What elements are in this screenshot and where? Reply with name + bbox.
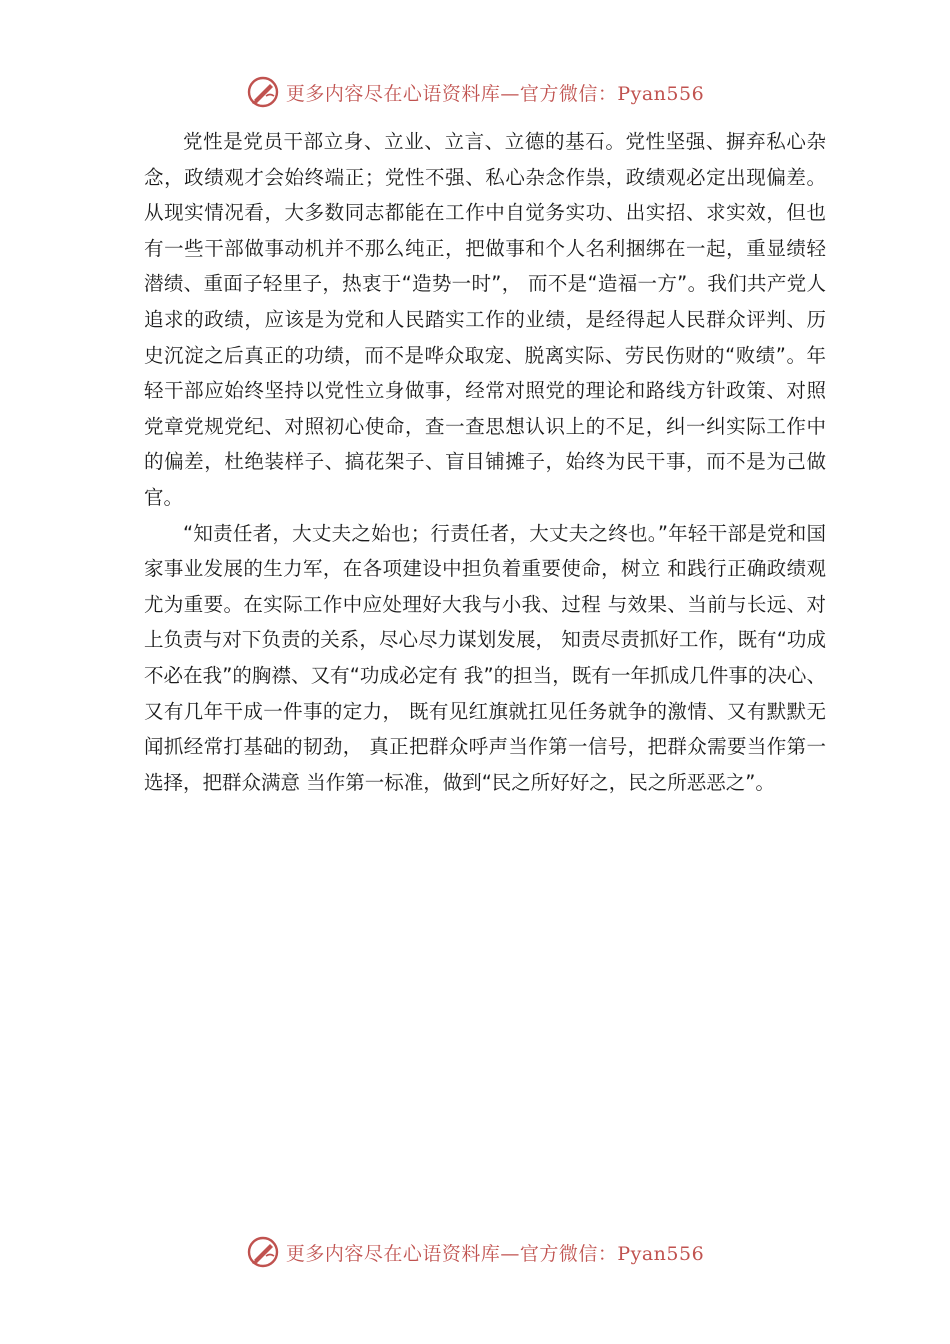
paragraph-2: “知责任者，大丈夫之始也；行责任者，大丈夫之终也。”年轻干部是党和国家事业发展的生力军，在各项建设中担负着重要使命，树立 和践行正确政绩观尤为重要。在实际工作中应处理好大我与小我、过程 与效果、当前与长远、对上负责与对下负责的关系，尽心尽力谋划发展， 知责尽责抓好工作，既有“功成不必在我”的胸襟、又有“功成必定有 我”的担当，既有一年抓成几件事的决心、又有几年干成一件事的定力， 既有见红旗就扛见任务就争的激情、又有默默无闻抓经常打基础的韧劲， 真正把群众呼声当作第一信号，把群众需要当作第一选择，把群众满意 当作第一标准，做到“民之所好好之，民之所恶恶之”。	[144, 521, 826, 794]
watermark-text: 更多内容尽在心语资料库—官方微信：Pyan556	[285, 82, 705, 105]
watermark-header	[0, 72, 950, 112]
watermark-text: 更多内容尽在心语资料库—官方微信：Pyan556	[285, 1242, 705, 1265]
brush-circle-logo-icon	[246, 1235, 280, 1269]
document-body	[144, 124, 826, 800]
brush-circle-logo-icon	[246, 75, 280, 109]
watermark-footer	[0, 1232, 950, 1272]
paragraph-1: 党性是党员干部立身、立业、立言、立德的基石。党性坚强、摒弃私心杂念，政绩观才会始终端正；党性不强、私心杂念作祟，政绩观必定出现偏差。从现实情况看，大多数同志都能在工作中自觉务实功、出实招、求实效，但也有一些干部做事动机并不那么纯正，把做事和个人名利捆绑在一起，重显绩轻潜绩、重面子轻里子，热衷于“造势一时”， 而不是“造福一方”。我们共产党人追求的政绩，应该是为党和人民踏实工作的业绩，是经得起人民群众评判、历史沉淀之后真正的功绩，而不是哗众取宠、脱离实际、劳民伤财的“败绩”。年轻干部应始终坚持以党性立身做事，经常对照党的理论和路线方针政策、对照党章党规党纪、对照初心使命，查一查思想认识上的不足，纠一纠实际工作中的偏差，杜绝装样子、搞花架子、盲目铺摊子，始终为民干事，而不是为己做官。	[144, 130, 826, 509]
